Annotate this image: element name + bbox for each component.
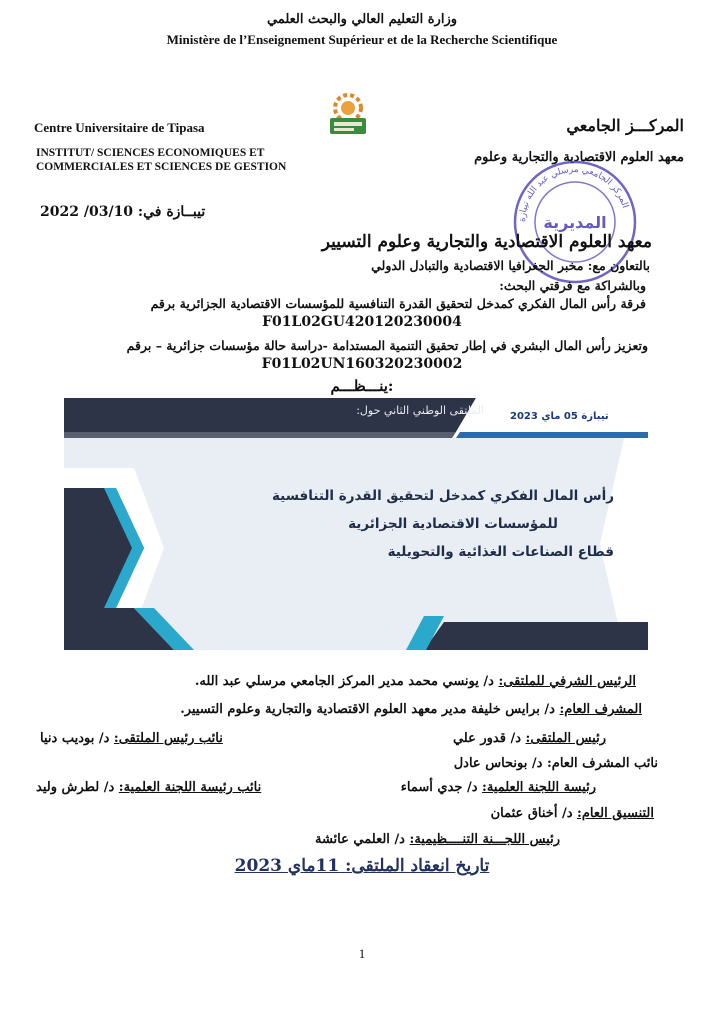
document-date: تيبــازة في: 03/10/ 2022 [40, 204, 206, 220]
vice-general-supervisor-label: نائب المشرف العام: [546, 756, 658, 771]
partnership-line: وبالشراكة مع فرقتي البحث: [499, 278, 646, 293]
forum-chair-label: رئيس الملتقى: [525, 731, 606, 746]
institute-name-fr: INSTITUT/ SCIENCES ECONOMIQUES ET COMMERCIALES ET SCIENCES DE GESTION [36, 147, 287, 173]
forum-chair [453, 731, 606, 746]
poster-forum-label: الملتقى الوطني الثاني حول: [356, 404, 484, 417]
general-coordination-label: التنسيق العام: [577, 806, 654, 821]
cooperation-line: بالتعاون مع: مخبر الجغرافيا الاقتصادية والتبادل الدولي [371, 258, 650, 273]
poster-title-line-1: رأس المال الفكري كمدخل لتحقيق القدرة التنافسية [272, 488, 614, 504]
honorary-president-value: د/ يونسي محمد مدير المركز الجامعي مرسلي عبد الله. [194, 674, 499, 689]
organizer-institute: معهد العلوم الاقتصادية والتجارية وعلوم التسيير [321, 232, 652, 252]
research-team-2-code: F01L02UN160320230002 [261, 356, 463, 372]
centre-name-fr: Centre Universitaire de Tipasa [34, 120, 205, 135]
poster-title-line-3: قطاع الصناعات الغذائية والتحويلية [387, 544, 614, 560]
general-supervisor [180, 702, 642, 717]
forum-date [0, 856, 724, 876]
forum-vice-chair-value: د/ بوديب دنيا [40, 731, 114, 746]
ministry-name-ar: وزارة التعليم العالي والبحث العلمي [266, 12, 458, 27]
poster-date: تيبازة 05 ماي 2023 [510, 411, 609, 422]
organizing-committee-chair-label: رئيس اللجـــنة التنــــظيمية: [409, 832, 560, 847]
scientific-committee-chair-value: د/ جدي أسماء [400, 780, 483, 795]
forum-vice-chair-label: نائب رئيس الملتقى: [113, 731, 223, 746]
research-team-1-code: F01L02GU420120230004 [262, 314, 462, 330]
institute-name-ar: معهد العلوم الاقتصادية والتجارية وعلوم [474, 150, 684, 165]
scientific-committee-vice-chair-value: د/ لطرش وليد [36, 780, 119, 795]
research-team-1: فرقة رأس المال الفكري كمدخل لتحقيق القدرة التنافسية للمؤسسات الاقتصادية الجزائرية برقم [150, 296, 646, 311]
organizes-heading: ينـــظـــم: [330, 377, 394, 395]
general-supervisor-label: المشرف العام: [559, 702, 642, 717]
page-number: 1 [358, 946, 366, 961]
organizing-committee-chair [315, 832, 560, 847]
scientific-committee-vice-chair [36, 780, 261, 795]
centre-name-ar: المركـــز الجامعي [566, 116, 684, 135]
research-team-2: وتعزيز رأس المال البشري في إطار تحقيق التنمية المستدامة -دراسة حالة مؤسسات جزائرية – برقم [126, 338, 648, 353]
honorary-president [195, 674, 636, 689]
poster-title-line-2: للمؤسسات الاقتصادية الجزائرية [348, 516, 558, 532]
general-coordination [491, 806, 654, 821]
scientific-committee-chair [401, 780, 596, 795]
organizing-committee-chair-value: د/ العلمي عائشة [314, 832, 410, 847]
forum-date-label: تاريخ انعقاد الملتقى: [345, 856, 490, 876]
stamp-center-text: المديرية [543, 213, 607, 232]
forum-vice-chair [40, 731, 223, 746]
university-logo-icon [322, 86, 374, 138]
ministry-name-fr: Ministère de l’Enseignement Supérieur et de la Recherche Scientifique [166, 32, 558, 47]
general-supervisor-value: د/ برايس خليفة مدير معهد العلوم الاقتصادية والتجارية وعلوم التسيير. [180, 702, 560, 717]
forum-date-value: 11ماي 2023 [234, 856, 346, 876]
honorary-president-label: الرئيس الشرفي للملتقى: [498, 674, 636, 689]
scientific-committee-vice-chair-label: نائب رئيسة اللجنة العلمية: [118, 780, 262, 795]
stamp-ring-text: المركز الجامعي مرسلي عبد الله تيبازة [517, 164, 630, 223]
forum-chair-value: د/ قدور علي [452, 731, 526, 746]
vice-general-supervisor [454, 756, 658, 771]
vice-general-supervisor-value: د/ بونحاس عادل [453, 756, 547, 771]
forum-poster [64, 398, 648, 650]
scientific-committee-chair-label: رئيسة اللجنة العلمية: [482, 780, 596, 795]
general-coordination-value: د/ أخناق عثمان [490, 806, 578, 821]
